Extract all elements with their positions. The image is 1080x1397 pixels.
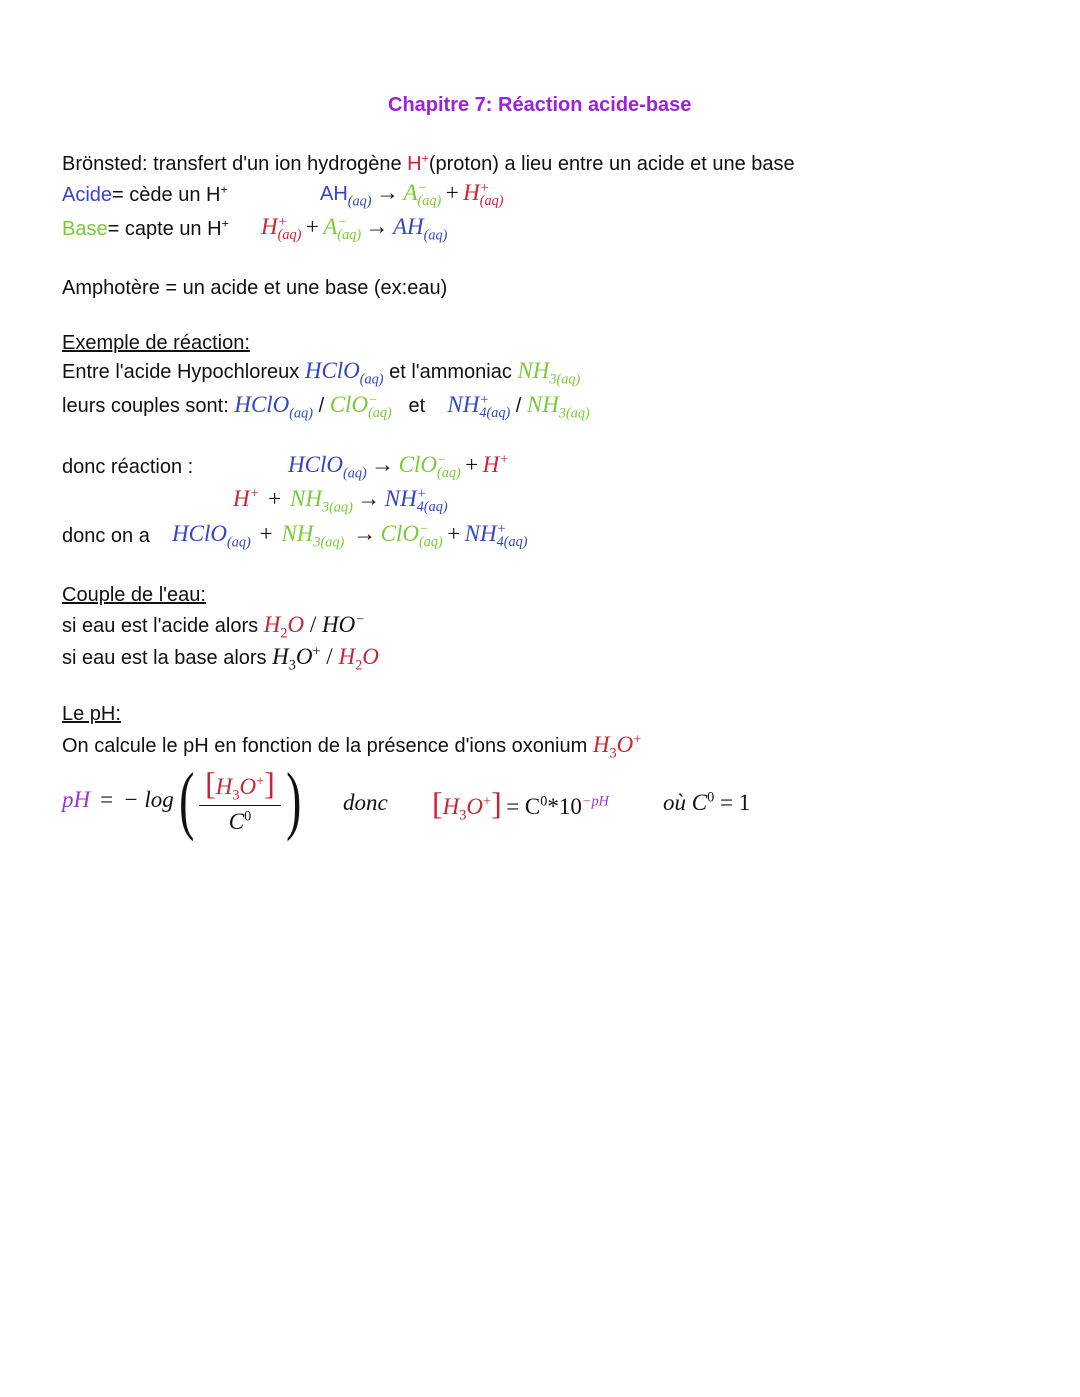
amphotere-definition: Amphotère = un acide et une base (ex:eau) [62,277,448,299]
eau-line-1: si eau est l'acide alors $H_2O / HO^-$ [62,611,365,642]
ph-fraction: $\frac{[H_3O^+]}{C^0}$ [199,765,281,835]
ph-heading: Le pH: [62,703,121,725]
donc-label: donc [343,790,388,815]
page-title: Chapitre 7: Réaction acide-base [388,94,692,116]
c0-definition: où $C^0 = 1$ [663,789,751,815]
base-label: Base [62,218,108,240]
reaction-label-2: donc on a [62,525,150,547]
reaction-eq-1: HClO$_{(aq)}$ → ClO − (aq) + H+ [288,451,509,482]
proton-symbol: H+ [407,151,429,175]
exemple-heading: Exemple de réaction: [62,332,250,354]
h3o-formula: $[H_3O^+] = C^0*10^{-pH}$ [432,785,609,824]
eau-heading: Couple de l'eau: [62,584,206,606]
reaction-label-1: donc réaction : [62,456,194,478]
base-definition: Base= capte un H+ [62,216,229,240]
reaction-eq-2: $H^+ + NH_{3(aq)}$ → NH + 4(aq) [233,485,448,516]
exemple-line-2: leurs couples sont: HClO$_{(aq)}$ / ClO − (aq) et NH + 4(aq) / $NH_{3(aq)}$ [62,392,590,422]
bronsted-definition [62,153,795,176]
reaction-eq-3: HClO$_{(aq)}$ + $NH_{3(aq)}$ → ClO − (aq) + NH + 4(aq) [172,521,528,551]
bronsted-prefix: Brönsted: transfert d'un ion hydrogène [62,153,408,175]
base-equation: H + (aq) + A − (aq) → $AH_{(aq)}$ [261,214,448,244]
acide-label: Acide [62,184,113,206]
ph-description: On calcule le pH en fonction de la présence d'ions oxonium $H_3O^+$ [62,731,642,762]
acide-equation: $AH_{(aq)} \to A$ − (aq) + H + (aq) [320,180,504,210]
bronsted-suffix: (proton) a lieu entre un acide et une base [428,153,795,175]
eau-line-2: si eau est la base alors $H_3O^+ / H_2O$ [62,643,379,674]
exemple-line-1: Entre l'acide Hypochloreux HClO$_{(aq)}$ et l'ammoniac $NH_{3(aq)}$ [62,358,581,388]
ph-symbol: pH [62,787,91,812]
ph-formula: pH = − log ( $\frac{[H_3O^+]}{C^0}$ ) [62,758,302,842]
acide-definition: Acide= cède un H+ [62,182,228,206]
